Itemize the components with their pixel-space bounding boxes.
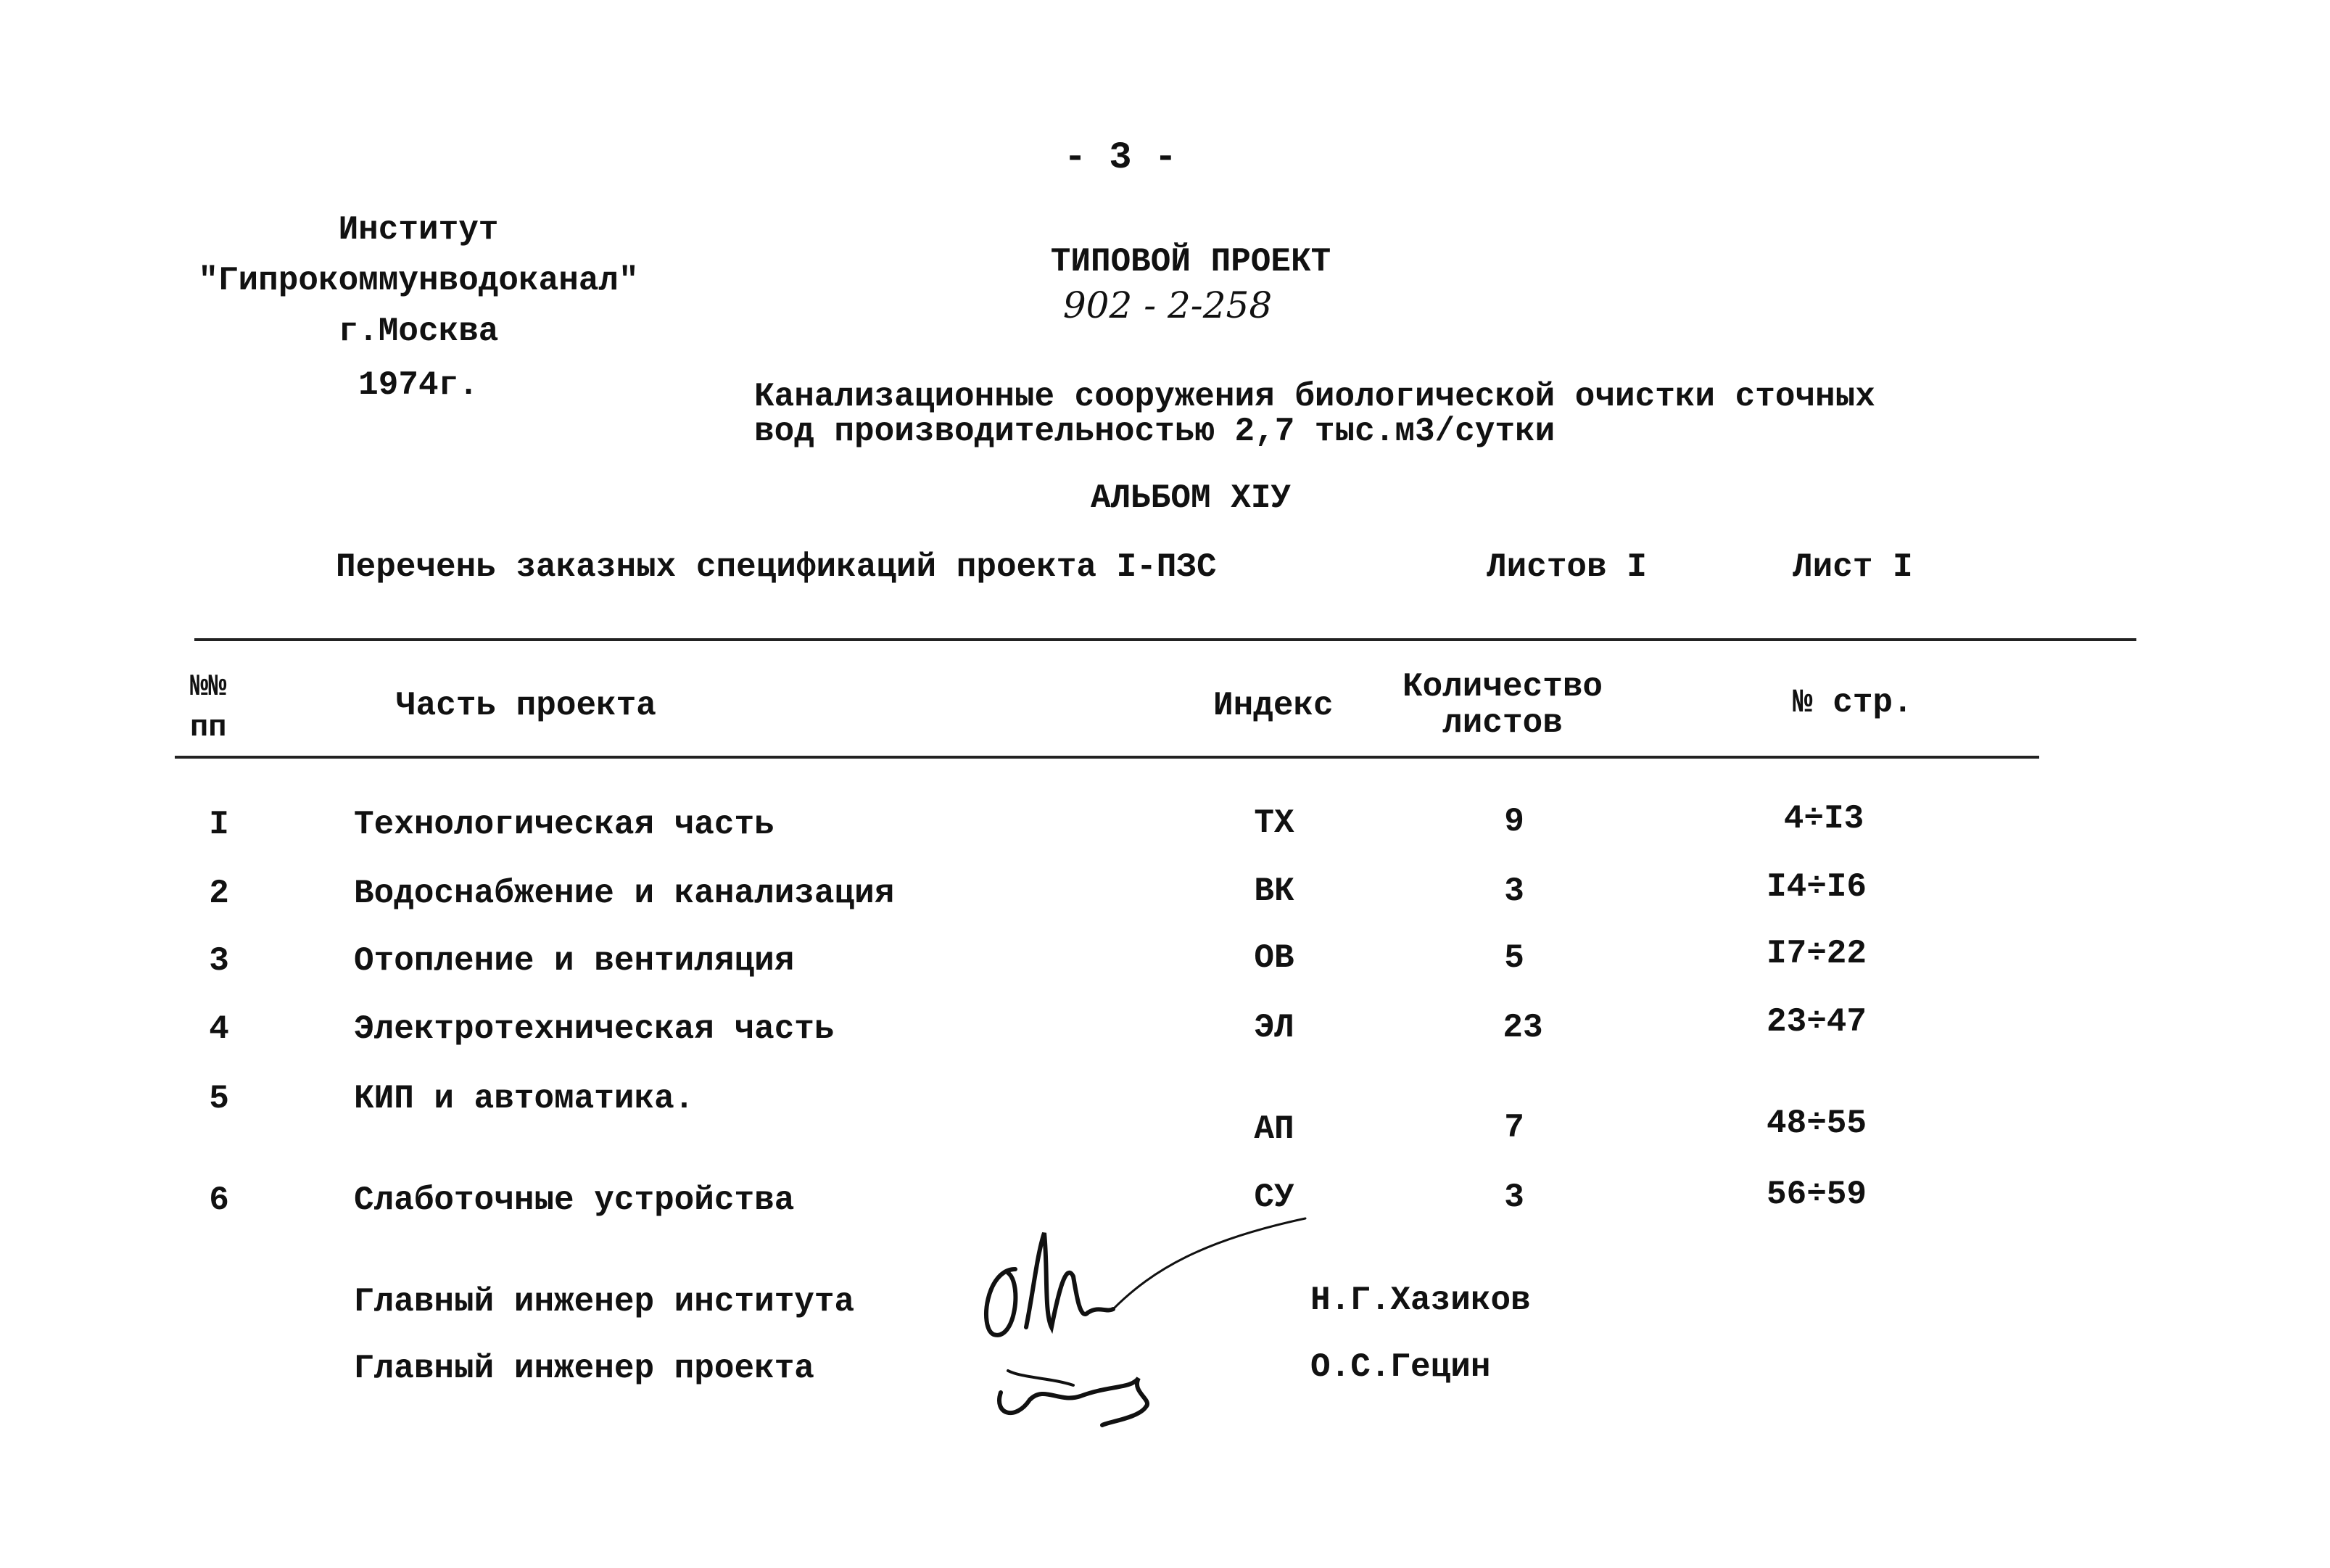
- row-num: 3: [209, 942, 229, 980]
- row-index: ТХ: [1254, 804, 1294, 842]
- signature-name: О.С.Гецин: [1310, 1348, 1491, 1386]
- header-rule: [175, 756, 2039, 759]
- row-index: СУ: [1254, 1179, 1294, 1216]
- row-num: 5: [209, 1080, 229, 1118]
- signature-name: Н.Г.Хазиков: [1310, 1282, 1531, 1319]
- row-count: 3: [1504, 872, 1524, 910]
- row-num: 6: [209, 1181, 229, 1219]
- row-num: 4: [209, 1010, 229, 1048]
- row-pages: 23÷47: [1766, 1003, 1867, 1041]
- signature-role: Главный инженер института: [354, 1283, 855, 1321]
- signature-role: Главный инженер проекта: [354, 1350, 814, 1387]
- project-number: 902 - 2-258: [1062, 284, 1273, 326]
- institute-year: 1974г.: [358, 366, 479, 404]
- row-count: 7: [1504, 1109, 1524, 1147]
- row-num: 2: [209, 875, 229, 912]
- row-part: Технологическая часть: [354, 806, 774, 843]
- row-part: Водоснабжение и канализация: [354, 875, 895, 912]
- row-index: ЭЛ: [1254, 1009, 1294, 1047]
- row-part: КИП и автоматика.: [354, 1080, 695, 1118]
- row-num: I: [209, 806, 229, 843]
- project-type-label: ТИПОВОЙ ПРОЕКТ: [1050, 243, 1331, 281]
- row-index: АП: [1254, 1110, 1294, 1148]
- list-title: Перечень заказных спецификаций проекта I-ПЗС: [336, 548, 1217, 586]
- row-pages: I7÷22: [1766, 935, 1867, 973]
- row-part: Слаботочные устройства: [354, 1181, 795, 1219]
- institute-label: Институт: [338, 211, 499, 249]
- project-title-line2: вод производительностью 2,7 тыс.м3/сутки: [754, 413, 1556, 450]
- row-count: 5: [1504, 939, 1524, 977]
- sheets-total: Листов I: [1487, 548, 1647, 586]
- row-pages: 48÷55: [1766, 1105, 1867, 1142]
- header-part: Часть проекта: [396, 687, 656, 725]
- header-count-line1: Количество: [1402, 668, 1603, 706]
- header-count-line2: листов: [1442, 704, 1563, 742]
- project-title-line1: Канализационные сооружения биологической очистки сточных: [754, 378, 1875, 416]
- header-num-line1: №№: [190, 669, 227, 704]
- row-count: 9: [1504, 803, 1524, 841]
- row-index: ОВ: [1254, 939, 1294, 977]
- row-count: 23: [1503, 1009, 1543, 1047]
- page-number: - 3 -: [1063, 136, 1178, 179]
- header-pages: № стр.: [1793, 684, 1913, 722]
- row-pages: 4÷I3: [1783, 800, 1864, 838]
- sheet-number: Лист I: [1793, 548, 1913, 586]
- header-num-line2: пп: [190, 710, 227, 745]
- row-count: 3: [1504, 1179, 1524, 1216]
- header-index: Индекс: [1213, 687, 1334, 725]
- row-pages: 56÷59: [1766, 1176, 1867, 1213]
- institute-city: г.Москва: [338, 313, 499, 350]
- album-label: АЛЬБОМ XIУ: [1090, 479, 1292, 517]
- handwritten-signatures: [964, 1204, 1313, 1436]
- row-index: ВК: [1254, 872, 1294, 910]
- row-part: Электротехническая часть: [354, 1010, 835, 1048]
- top-rule: [194, 638, 2136, 641]
- institute-name: "Гипрокоммунводоканал": [198, 262, 639, 300]
- row-part: Отопление и вентиляция: [354, 942, 795, 980]
- row-pages: I4÷I6: [1766, 868, 1867, 906]
